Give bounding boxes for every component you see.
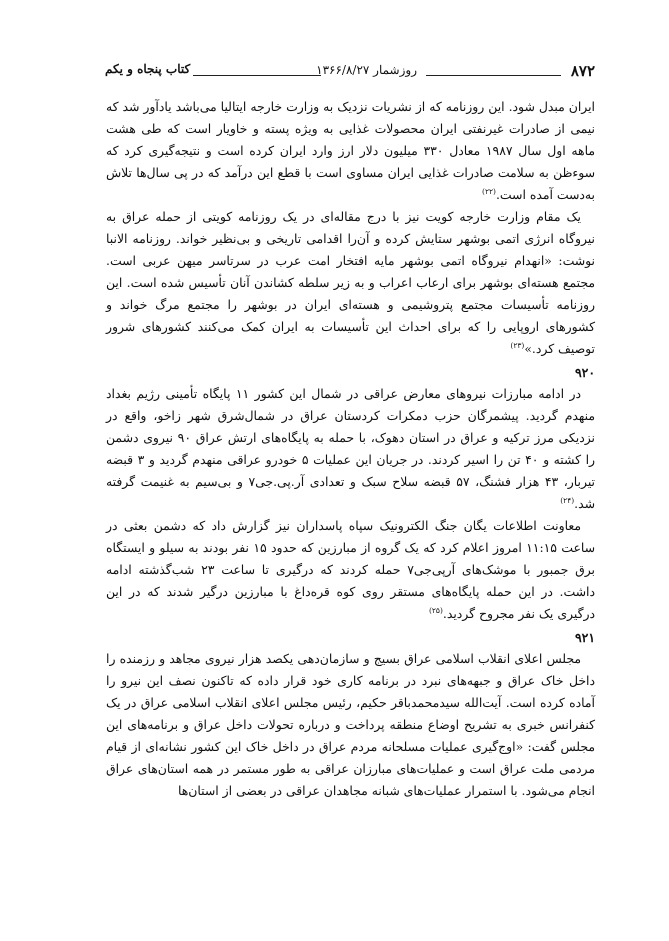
page-number: ۸۷۲: [570, 62, 595, 80]
header-rule-left: [193, 75, 321, 76]
header-rule-right: [426, 75, 561, 76]
footnote-ref: (۲۳): [510, 340, 525, 350]
footnote-ref: (۲۲): [482, 186, 496, 196]
page-header: [105, 62, 595, 84]
header-date: روزشمار ۱۳۶۶/۸/۲۷: [316, 63, 417, 77]
paragraph: معاونت اطلاعات یگان جنگ الکترونیک سپاه پاسداران نیز گزارش داد که دشمن بعثی در ساعت ۱۱:۱۵ امروز اعلام کرد که یک گروه از مبارزین که حدود ۱۵ نفر بودند به سیلو و ایستگاه برق جمبور با موشک‌های آرپی‌جی۷ حمله کردند که درگیری تا ساعت ۲۳ شب‌گذشته ادامه داشت. در این حمله پایگاه‌های مستقر روی کوه قره‌داغ با مبارزین درگیر شدند که در این درگیری یک نفر مجروح گردید.$^{(۲۵)}$: [106, 518, 595, 621]
book-title: کتاب پنجاه و یکم: [105, 62, 191, 76]
section-number: ۹۲۰: [575, 365, 595, 380]
footnote-ref: (۲۵): [428, 605, 443, 615]
footnote-ref: (۲۴): [560, 495, 575, 505]
section-number: ۹۲۱: [575, 630, 595, 645]
paragraph: در ادامه مبارزات نیروهای معارض عراقی در شمال این کشور ۱۱ پایگاه تأمینی رژیم بغداد منهدم گردید. پیشمرگان حزب دمکرات کردستان عراق در شمال‌شرق شهر زاخو، واقع در نزدیکی مرز ترکیه و عراق در استان دهوک، با حمله به پایگاه‌های ارتش عراق ۹۰ نیروی دشمن را کشته و ۴۰ تن را اسیر کردند. در جریان این عملیات ۵ خودرو عراقی منهدم گردید و ۳ قبضه تیربار، ۴۳ هزار فشنگ، ۵۷ قبضه سلاح سبک و تعدادی آر.پی.جی۷ و بی‌سیم به غنیمت گرفته شد.$^{(۲۴)}$: [106, 386, 596, 511]
paragraph: یک مقام وزارت خارجه کویت نیز با درج مقاله‌ای در یک روزنامه کویتی از حمله عراق به نیروگاه انرژی اتمی بوشهر ستایش کرده و آن‌را اقدامی تاریخی و بی‌نظیر خواند. روزنامه الانبا نوشت: «انهدام نیروگاه اتمی بوشهر مایه افتخار امت عرب در سرتاسر میهن عربی است. مجتمع هسته‌ای بوشهر برای ارعاب اعراب و به زیر سلطه کشاندن آنان تأسیس شده است. این روزنامه تأسیسات مجتمع پتروشیمی و هسته‌ای ایران در بوشهر را مجتمع مرگ خواند و کشورهای اروپایی را که برای احداث این تأسیسات به ایران کمک می‌کنند کشورهای شرور توصیف کرد.»$^{(۲۳)}$: [106, 209, 595, 356]
paragraph: مجلس اعلای انقلاب اسلامی عراق بسیج و سازمان‌دهی یکصد هزار نیروی مجاهد و رزمنده را داخل خاک عراق و جبهه‌های نبرد در برنامه کاری خود قرار داده که تاکنون نصف این نیرو را آماده کرده است. آیت‌الله سیدمحمدباقر حکیم، رئیس مجلس اعلای انقلاب اسلامی عراق در یک کنفرانس خبری به تشریح اوضاع منطقه پرداخت و درباره تحولات داخل عراق و برنامه‌های این مجلس گفت: «اوج‌گیری عملیات مسلحانه مردم عراق در داخل خاک این کشور نشانه‌ای از قیام مردمی ملت عراق است و عملیات‌های مبارزان عراقی به طور مستمر در همه استان‌های عراق انجام می‌شود. با استمرار عملیات‌های شبانه مجاهدان عراقی در بعضی از استان‌ها: [106, 651, 595, 798]
page-body: [106, 96, 595, 802]
paragraph: ایران مبدل شود. این روزنامه که از نشریات نزدیک به وزارت خارجه ایتالیا می‌باشد یادآور شد که نیمی از صادرات غیرنفتی ایران محصولات غذایی به ویژه پسته و خاویار است که طی هشت ماهه اول سال ۱۹۸۷ معادل ۳۳۰ میلیون دلار ارز وارد ایران کرده است و نتیجه‌گیری کرد که سوءظن به سلامت صادرات غذایی ایران مساوی است با قطع این درآمد که در پی سال‌ها تلاش به‌دست آمده است.$^{(۲۲)}$: [106, 99, 595, 202]
